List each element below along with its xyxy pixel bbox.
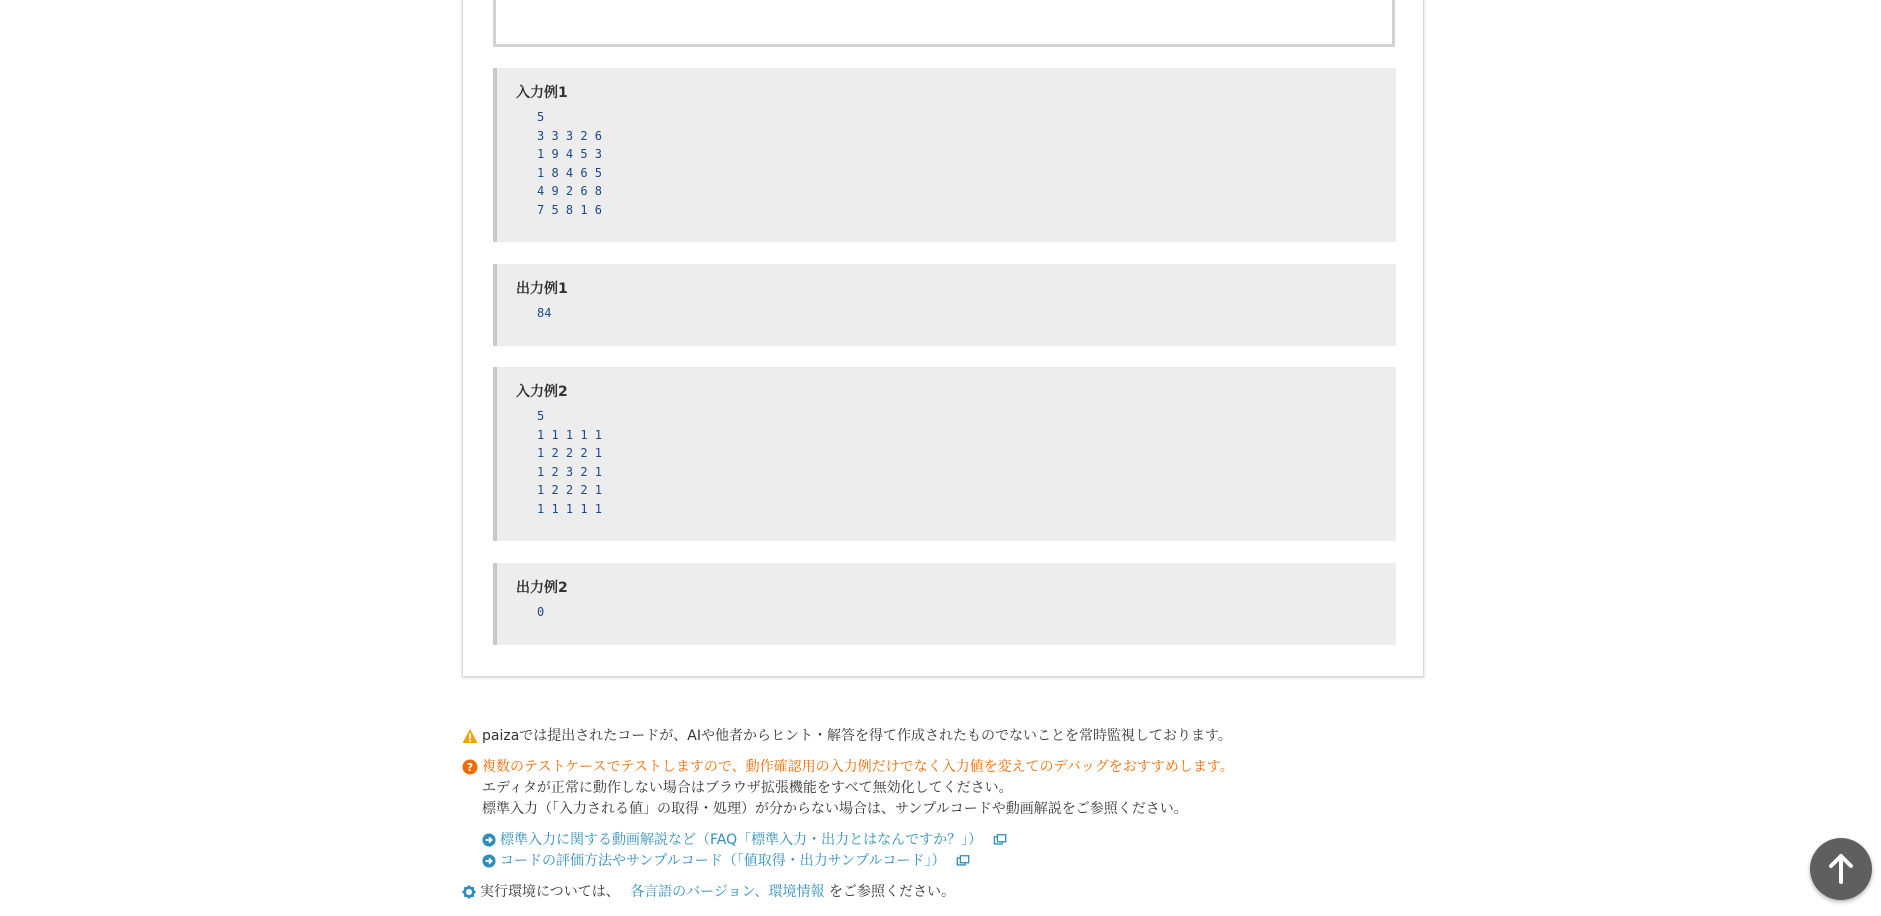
constraints-box xyxy=(493,0,1395,47)
faq-stdin-link-text[interactable]: 標準入力に関する動画解説など（FAQ「標準入力・出力とはなんですか？」） xyxy=(500,832,983,848)
svg-text:?: ? xyxy=(466,761,474,774)
sample-content: 0 xyxy=(537,605,545,619)
env-notice xyxy=(462,882,955,902)
sample-code-link-text[interactable]: コードの評価方法やサンプルコード（「値取得・出力サンプルコード」） xyxy=(500,853,946,869)
sample-title: 出力例2 xyxy=(516,580,568,596)
sample-input-2 xyxy=(493,367,1396,541)
arrow-circle-right-icon xyxy=(482,854,496,868)
sample-title: 出力例1 xyxy=(516,281,568,297)
sample-title: 入力例2 xyxy=(516,384,568,400)
sample-content: 5 1 1 1 1 1 1 2 2 2 1 1 2 3 2 1 1 2 2 2 1 1 1 1 1 1 xyxy=(537,409,603,516)
stdin-notice: 標準入力（「入力される値」の取得・処理）が分からない場合は、サンプルコードや動画解説をご参照ください。 xyxy=(482,801,1188,817)
sample-output-2 xyxy=(493,563,1396,645)
monitoring-text: paizaでは提出されたコードが、AIや他者からヒント・解答を得て作成されたものでないことを常時監視しております。 xyxy=(482,728,1232,744)
testcases-notice xyxy=(462,757,1234,777)
env-prefix: 実行環境については、 xyxy=(480,884,620,900)
constraint-line xyxy=(518,0,1000,2)
warning-icon xyxy=(462,728,478,744)
external-window-icon xyxy=(993,833,1007,847)
arrow-up-icon xyxy=(1810,838,1872,900)
sample-content: 84 xyxy=(537,306,552,320)
gear-icon xyxy=(462,885,476,899)
env-suffix: をご参照ください。 xyxy=(828,884,955,900)
sample-title: 入力例1 xyxy=(516,85,568,101)
sample-input-1 xyxy=(493,68,1396,242)
scroll-to-top-button[interactable] xyxy=(1810,838,1872,900)
question-icon xyxy=(462,759,478,775)
arrow-circle-right-icon xyxy=(482,833,496,847)
monitoring-notice xyxy=(462,726,1232,746)
env-info-link[interactable]: 各言語のバージョン、環境情報 xyxy=(630,884,825,900)
editor-notice: エディタが正常に動作しない場合はブラウザ拡張機能をすべて無効化してください。 xyxy=(482,780,1013,796)
sample-output-1 xyxy=(493,264,1396,346)
testcases-text: 複数のテストケースでテストしますので、動作確認用の入力例だけでなく入力値を変えてのデバッグをおすすめします。 xyxy=(482,759,1234,775)
external-window-icon xyxy=(956,854,970,868)
sample-content: 5 3 3 3 2 6 1 9 4 5 3 1 8 4 6 5 4 9 2 6 8 7 5 8 1 6 xyxy=(537,110,603,217)
sample-code-link[interactable] xyxy=(482,851,974,871)
faq-stdin-link[interactable] xyxy=(482,830,1011,850)
